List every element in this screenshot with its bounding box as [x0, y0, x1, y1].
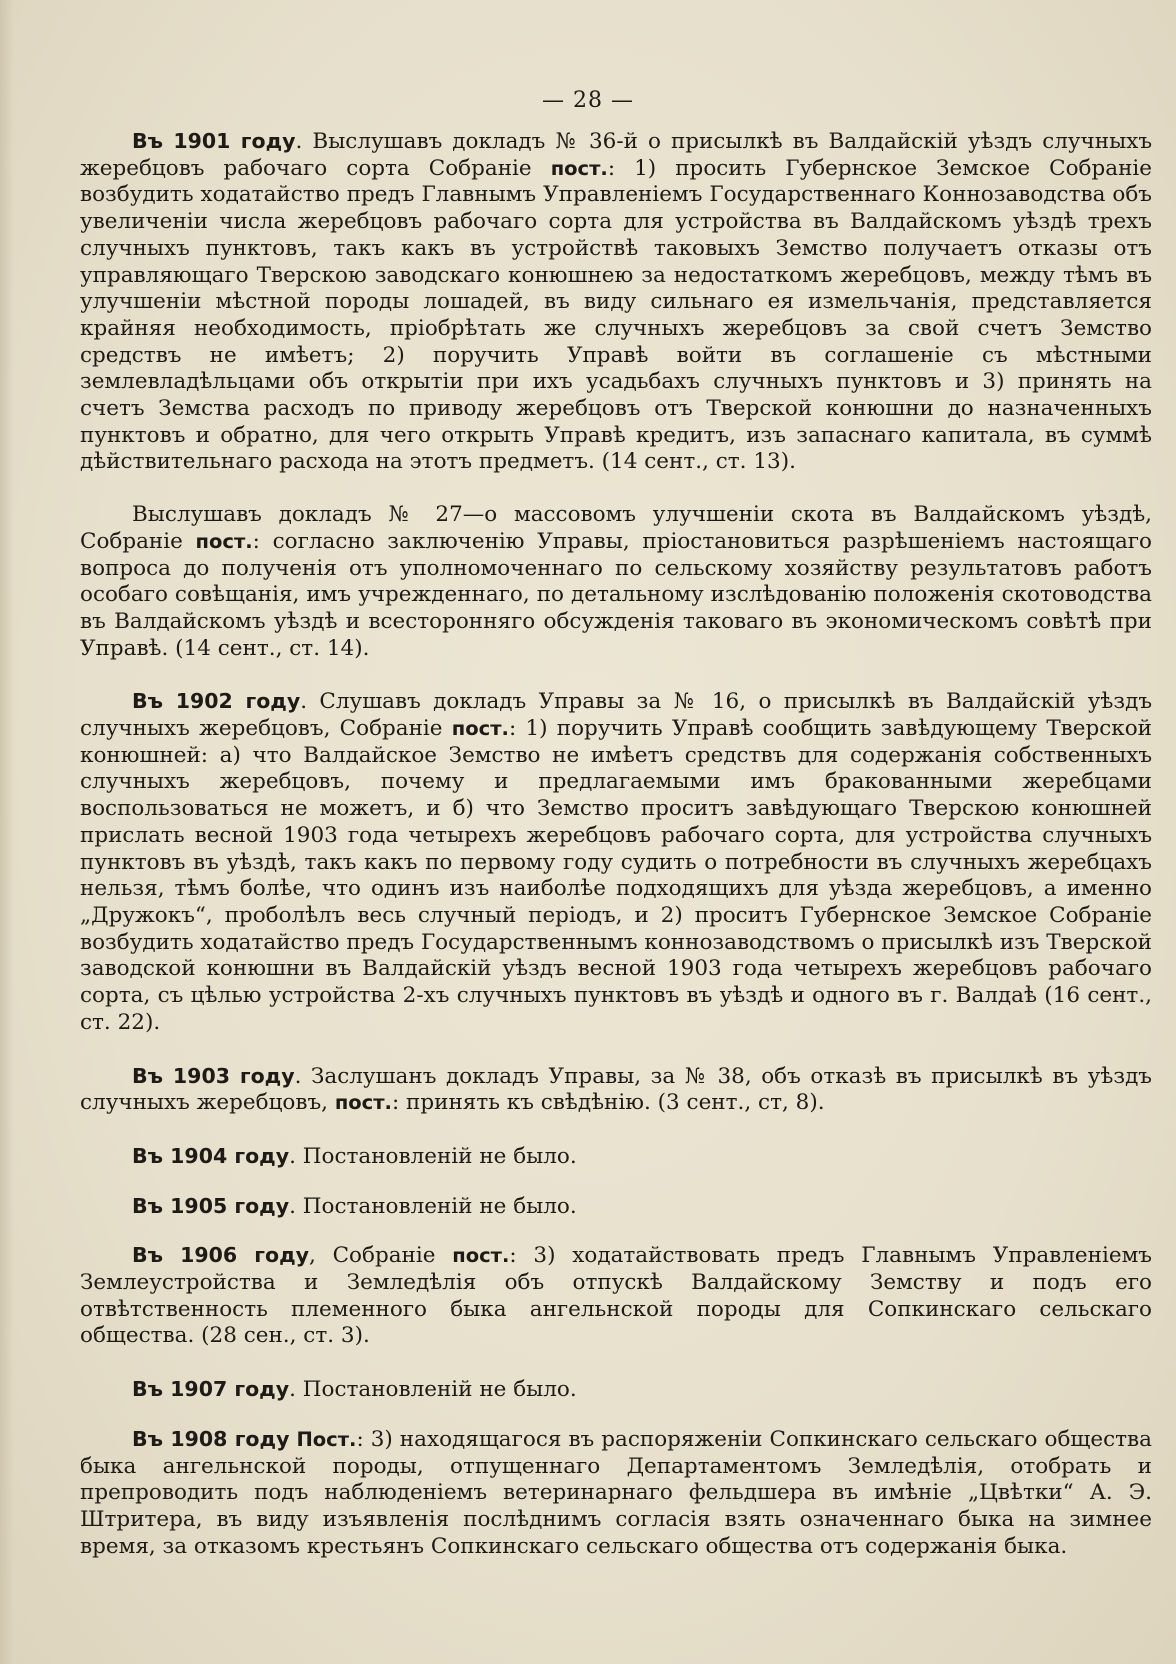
- year-heading: Въ 1902 году: [132, 689, 301, 714]
- paragraph-text: : 3) ходатайствовать предъ Главнымъ Управленіемъ Землеустройства и Земледѣлія объ отпускѣ Валдайскому Земству и подъ его отвѣтственность племенного быка ангельнской породы для Сопкинскаго сельскаго общества. (28 сен., ст. 3).: [80, 1243, 1152, 1349]
- paragraph-text: . Слушавъ докладъ Управы за № 16, о присылкѣ въ Валдайскій уѣздъ случныхъ жеребцовъ, Собраніе: [80, 689, 1152, 742]
- paragraph-1908: [80, 1426, 1152, 1561]
- resolution-keyword: пост.: [334, 1091, 392, 1115]
- paragraph-1905: [80, 1193, 1152, 1221]
- paragraph-text: , Собраніе: [308, 1243, 453, 1269]
- resolution-keyword: пост.: [195, 529, 253, 553]
- paragraph-text: : принять къ свѣдѣнію. (3 сент., ст, 8).: [391, 1090, 825, 1116]
- paragraph-1901-cattle: [80, 502, 1152, 662]
- paragraph-1904: [80, 1143, 1152, 1171]
- page-edge-shadow: [0, 0, 14, 1664]
- paragraph-text: : согласно заключенію Управы, пріостановиться разрѣшеніемъ настоящаго вопроса до полученія отъ уполномоченнаго по сельскому хозяйству результатовъ работъ особаго совѣщанія, имъ учрежденнаго, по детальному изслѣдованію положенія скотоводства въ Валдайскомъ уѣздѣ и всесторонняго обсужденія таковаго въ экономическомъ совѣтѣ при Управѣ. (14 сент., ст. 14).: [80, 528, 1152, 661]
- paragraph-1903: [80, 1063, 1152, 1117]
- paragraph-text: Выслушавъ докладъ № 27—о массовомъ улучшеніи скота въ Валдайскомъ уѣздѣ, Собраніе: [80, 502, 1152, 554]
- year-heading: Въ 1901 году: [132, 129, 296, 153]
- paragraph-text: : 1) просить Губернское Земское Собраніе возбудить ходатайство предъ Главнымъ Управленіемъ Государственнаго Коннозаводства объ увеличеніи числа жеребцовъ рабочаго сорта для устройства въ Валдайскомъ уѣздѣ трехъ случныхъ пунктовъ, такъ какъ въ устройствѣ таковыхъ Земство получаетъ отказы отъ управляющаго Тверскою заводскаго конюшнею за недостаткомъ жеребцовъ, между тѣмъ въ улучшеніи мѣстной породы лошадей, въ виду сильнаго ея измельчанія, представляется крайняя необходимость, пріобрѣтать же случныхъ жеребцовъ за свой счетъ Земство средствъ не имѣетъ; 2) поручить Управѣ войти въ соглашеніе съ мѣстными землевладѣльцами объ открытіи при ихъ усадьбахъ случныхъ пунктовъ и 3) принять на счетъ Земства расходъ по приводу жеребцовъ отъ Тверской конюшни до назначенныхъ пунктовъ и обратно, для чего открыть Управѣ кредитъ, изъ запаснаго капитала, въ суммѣ дѣйствительнаго расхода на этотъ предметъ. (14 сент., ст. 13).: [80, 155, 1152, 475]
- resolution-keyword: Пост.: [296, 1427, 357, 1451]
- year-heading: Въ 1904 году: [132, 1143, 290, 1168]
- paragraph-text: . Постановленій не было.: [289, 1143, 577, 1169]
- resolution-keyword: пост.: [550, 156, 608, 180]
- paragraph-text: : 3) находящагося въ распоряженіи Сопкинскаго сельскаго общества быка ангельнской породы, отпущеннаго Департаментомъ Земледѣлія, отобрать и препроводить подъ наблюденіемъ ветеринарнаго фельдшера въ имѣніе „Цвѣтки“ А. Э. Штритера, въ виду изъявленія послѣднимъ согласія взять означеннаго быка на зимнее время, за отказомъ крестьянъ Сопкинскаго сельскаго общества отъ содержанія быка.: [80, 1426, 1152, 1559]
- paragraph-1907: [80, 1376, 1152, 1404]
- year-heading: Въ 1903 году: [132, 1063, 295, 1088]
- year-heading: Въ 1905 году: [132, 1193, 290, 1218]
- year-heading: Въ 1907 году: [132, 1377, 290, 1402]
- paragraph-text: . Заслушанъ докладъ Управы, за № 38, объ отказѣ въ присылкѣ въ уѣздъ случныхъ жеребцовъ,: [80, 1063, 1152, 1116]
- page-number: — 28 —: [542, 88, 634, 113]
- resolution-keyword: пост.: [452, 1244, 510, 1268]
- paragraph-1901: [80, 128, 1152, 476]
- page-body: [80, 128, 1152, 1586]
- paragraph-text: . Выслушавъ докладъ № 36-й о присылкѣ въ Валдайскій уѣздъ случныхъ жеребцовъ рабочаго сорта Собраніе: [80, 129, 1152, 181]
- paragraph-text: . Постановленій не было.: [289, 1193, 577, 1219]
- paragraph-1906: [80, 1242, 1152, 1350]
- paragraph-1902: [80, 688, 1152, 1036]
- resolution-keyword: пост.: [451, 717, 509, 741]
- year-heading: Въ 1908 году: [132, 1426, 290, 1451]
- paragraph-text: . Постановленій не было.: [289, 1377, 577, 1403]
- paragraph-text: : 1) поручить Управѣ сообщить завѣдующему Тверской конюшней: а) что Валдайское Земство не имѣетъ средствъ для содержанія собственныхъ случныхъ жеребцовъ, почему и предлагаемыми имъ бракованными жеребцами воспользоваться не можетъ, и б) что Земство проситъ завѣдующаго Тверскою конюшней прислать весной 1903 года четырехъ жеребцовъ рабочаго сорта, для устройства случныхъ пунктовъ въ уѣздѣ, такъ какъ по первому году судить о потребности въ случныхъ жеребцахъ нельзя, тѣмъ болѣе, что одинъ изъ наиболѣе подходящихъ для уѣзда жеребцовъ, а именно „Дружокъ“, проболѣлъ весь случный періодъ, и 2) проситъ Губернское Земское Собраніе возбудить ходатайство предъ Государственнымъ коннозаводствомъ о присылкѣ изъ Тверской заводской конюшни въ Валдайскій уѣздъ весной 1903 года четырехъ жеребцовъ рабочаго сорта, съ цѣлью устройства 2-хъ случныхъ пунктовъ въ уѣздѣ и одного въ г. Валдаѣ (16 сент., ст. 22).: [80, 716, 1152, 1035]
- year-heading: Въ 1906 году: [132, 1243, 309, 1268]
